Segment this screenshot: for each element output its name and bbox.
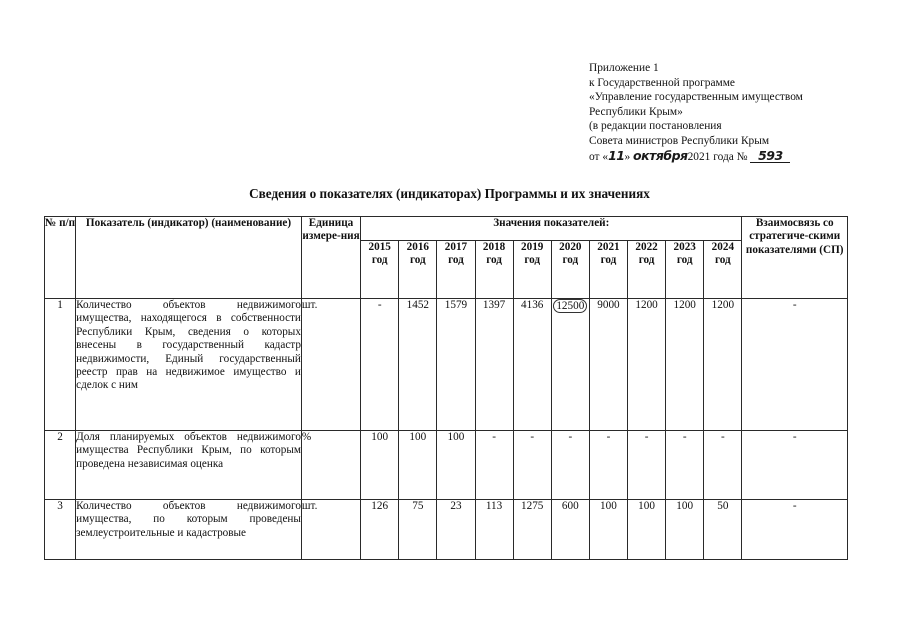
header-no: № п/п: [45, 217, 76, 299]
handwritten-day: 11: [608, 147, 625, 163]
appendix-block: [589, 61, 889, 164]
value-cell: 100: [666, 500, 704, 560]
value-cell: -: [475, 431, 513, 500]
header-year: 2016 год: [399, 241, 437, 299]
header-values: Значения показателей:: [361, 217, 742, 241]
indicators-table: [44, 216, 848, 560]
header-year: 2024 год: [704, 241, 742, 299]
row-number: 3: [45, 500, 76, 560]
indicator-name: Доля планируемых объектов недвижимого имущества Республики Крым, по которым проведена независимая оценка: [76, 431, 302, 500]
value-cell: 1452: [399, 299, 437, 431]
value-cell: 9000: [589, 299, 627, 431]
value-cell: 100: [399, 431, 437, 500]
appendix-line: Приложение 1: [589, 62, 659, 74]
appendix-date-line: [589, 149, 889, 165]
table-row: [45, 500, 848, 560]
unit-cell: %: [301, 431, 360, 500]
value-cell: 100: [361, 431, 399, 500]
value-cell: -: [628, 431, 666, 500]
value-cell: 1200: [704, 299, 742, 431]
date-mid: »: [624, 150, 634, 163]
handwritten-month: октября: [633, 147, 688, 163]
link-cell: -: [742, 500, 848, 560]
document-title: Сведения о показателях (индикаторах) Программы и их значениях: [249, 186, 650, 201]
header-year: 2020 год: [551, 241, 589, 299]
table-row: [45, 431, 848, 500]
value-cell: [551, 299, 589, 431]
value-cell: 600: [551, 500, 589, 560]
value-cell: -: [513, 431, 551, 500]
value-cell: 113: [475, 500, 513, 560]
appendix-line: к Государственной программе: [589, 76, 735, 89]
value-cell: -: [666, 431, 704, 500]
link-cell: -: [742, 431, 848, 500]
value-cell: 1200: [666, 299, 704, 431]
circled-value: 12500: [553, 299, 587, 313]
header-year: 2019 год: [513, 241, 551, 299]
value-cell: 1275: [513, 500, 551, 560]
header-year: 2017 год: [437, 241, 475, 299]
value-cell: 100: [628, 500, 666, 560]
value-cell: 126: [361, 500, 399, 560]
table-row: [45, 299, 848, 431]
value-cell: 1579: [437, 299, 475, 431]
appendix-line: Республики Крым»: [589, 105, 683, 118]
appendix-line: (в редакции постановления: [589, 120, 722, 133]
handwritten-number: 593: [750, 150, 790, 163]
date-prefix: от «: [589, 150, 609, 163]
header-unit: Единица измере-ния: [301, 217, 360, 299]
header-year: 2023 год: [666, 241, 704, 299]
value-cell: -: [589, 431, 627, 500]
date-suffix: 2021 года №: [687, 150, 751, 163]
header-year: 2021 год: [589, 241, 627, 299]
link-cell: -: [742, 299, 848, 431]
value-cell: 4136: [513, 299, 551, 431]
value-cell: 75: [399, 500, 437, 560]
unit-cell: шт.: [301, 299, 360, 431]
header-year: 2015 год: [361, 241, 399, 299]
value-cell: -: [361, 299, 399, 431]
value-cell: 100: [589, 500, 627, 560]
value-cell: 1397: [475, 299, 513, 431]
header-link: Взаимосвязь со стратегиче-скими показателями (СП): [742, 217, 848, 299]
value-cell: 100: [437, 431, 475, 500]
appendix-line: Совета министров Республики Крым: [589, 134, 770, 147]
indicator-name: Количество объектов недвижимого имущества, находящегося в собственности Республики Крым, сведения о которых внесены в государственный кадастр недвижимости, Единый государственный реестр прав на недвижимое имущество и сделок с ним: [76, 299, 302, 431]
appendix-line: «Управление государственным имуществом: [589, 91, 803, 104]
row-number: 2: [45, 431, 76, 500]
header-year: 2018 год: [475, 241, 513, 299]
value-cell: 50: [704, 500, 742, 560]
indicator-name: Количество объектов недвижимого имущества, по которым проведены землеустроительные и кадастровые: [76, 500, 302, 560]
value-cell: -: [704, 431, 742, 500]
value-cell: 23: [437, 500, 475, 560]
row-number: 1: [45, 299, 76, 431]
unit-cell: шт.: [301, 500, 360, 560]
value-cell: 1200: [628, 299, 666, 431]
header-indicator: Показатель (индикатор) (наименование): [76, 217, 302, 299]
value-cell: -: [551, 431, 589, 500]
header-year: 2022 год: [628, 241, 666, 299]
